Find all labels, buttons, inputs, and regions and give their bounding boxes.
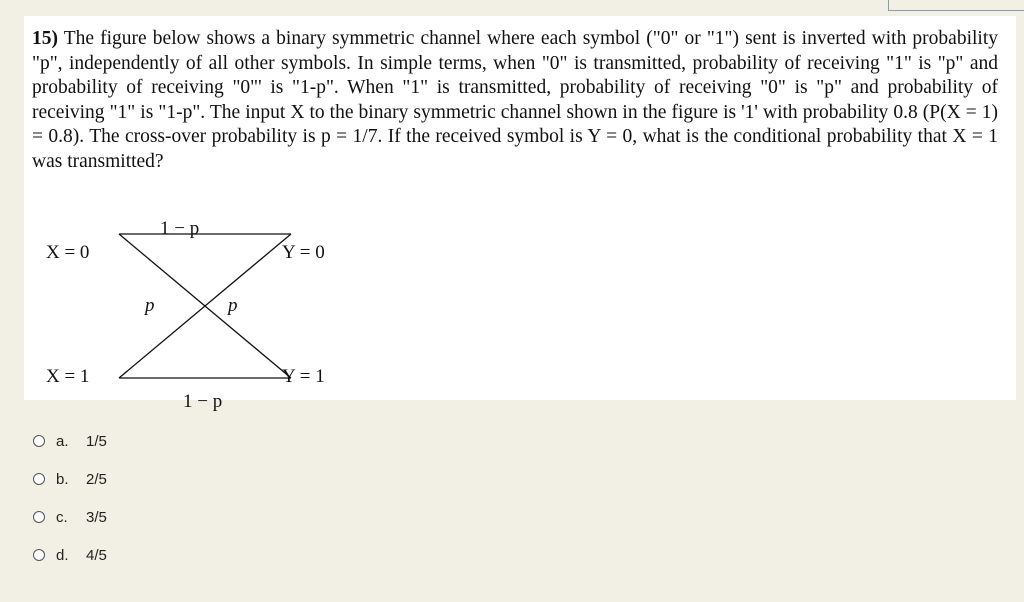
option-value-b: 2/5 (86, 470, 107, 488)
corner-box (888, 0, 1024, 11)
option-letter-b: b. (56, 470, 69, 488)
option-a[interactable] (33, 430, 107, 452)
question-card (24, 16, 1016, 412)
question-text (32, 27, 998, 175)
option-value-c: 3/5 (86, 508, 107, 526)
radio-button-d[interactable] (33, 549, 45, 561)
option-letter-d: d. (56, 546, 69, 564)
option-value-d: 4/5 (86, 546, 107, 564)
question-number: 15) (32, 28, 58, 49)
radio-button-c[interactable] (33, 511, 45, 523)
output-y1-label: Y = 1 (282, 366, 325, 387)
option-b[interactable] (33, 468, 107, 490)
option-letter-c: c. (56, 508, 68, 526)
option-letter-a: a. (56, 432, 69, 450)
input-x0-label: X = 0 (46, 242, 90, 263)
input-x1-label: X = 1 (46, 366, 90, 387)
option-d[interactable] (33, 544, 107, 566)
radio-button-b[interactable] (33, 473, 45, 485)
radio-button-a[interactable] (33, 435, 45, 447)
option-value-a: 1/5 (86, 432, 107, 450)
prob-top-label: 1 − p (160, 218, 200, 239)
option-c[interactable] (33, 506, 107, 528)
question-body: The figure below shows a binary symmetric channel where each symbol ("0" or "1") sent is inverted with probability "p", independently of all other symbols. In simple terms, when "0" is transmitted, probability of receiving "1" is "p" and probability of receiving "0"' is "1-p". When "1" is transmitted, probability of receiving "0" is "p" and probability of receiving "1" is "1-p". The input X to the binary symmetric channel shown in the figure is '1' with probability 0.8 (P(X = 1) = 0.8). The cross-over probability is p = 1/7. If the received symbol is Y = 0, what is the conditional probability that X = 1 was transmitted? (32, 28, 998, 172)
channel-diagram (24, 206, 424, 412)
prob-bottom-label: 1 − p (183, 391, 223, 412)
output-y0-label: Y = 0 (282, 242, 325, 263)
prob-cross-left-label: p (145, 295, 155, 316)
prob-cross-right-label: p (228, 295, 238, 316)
